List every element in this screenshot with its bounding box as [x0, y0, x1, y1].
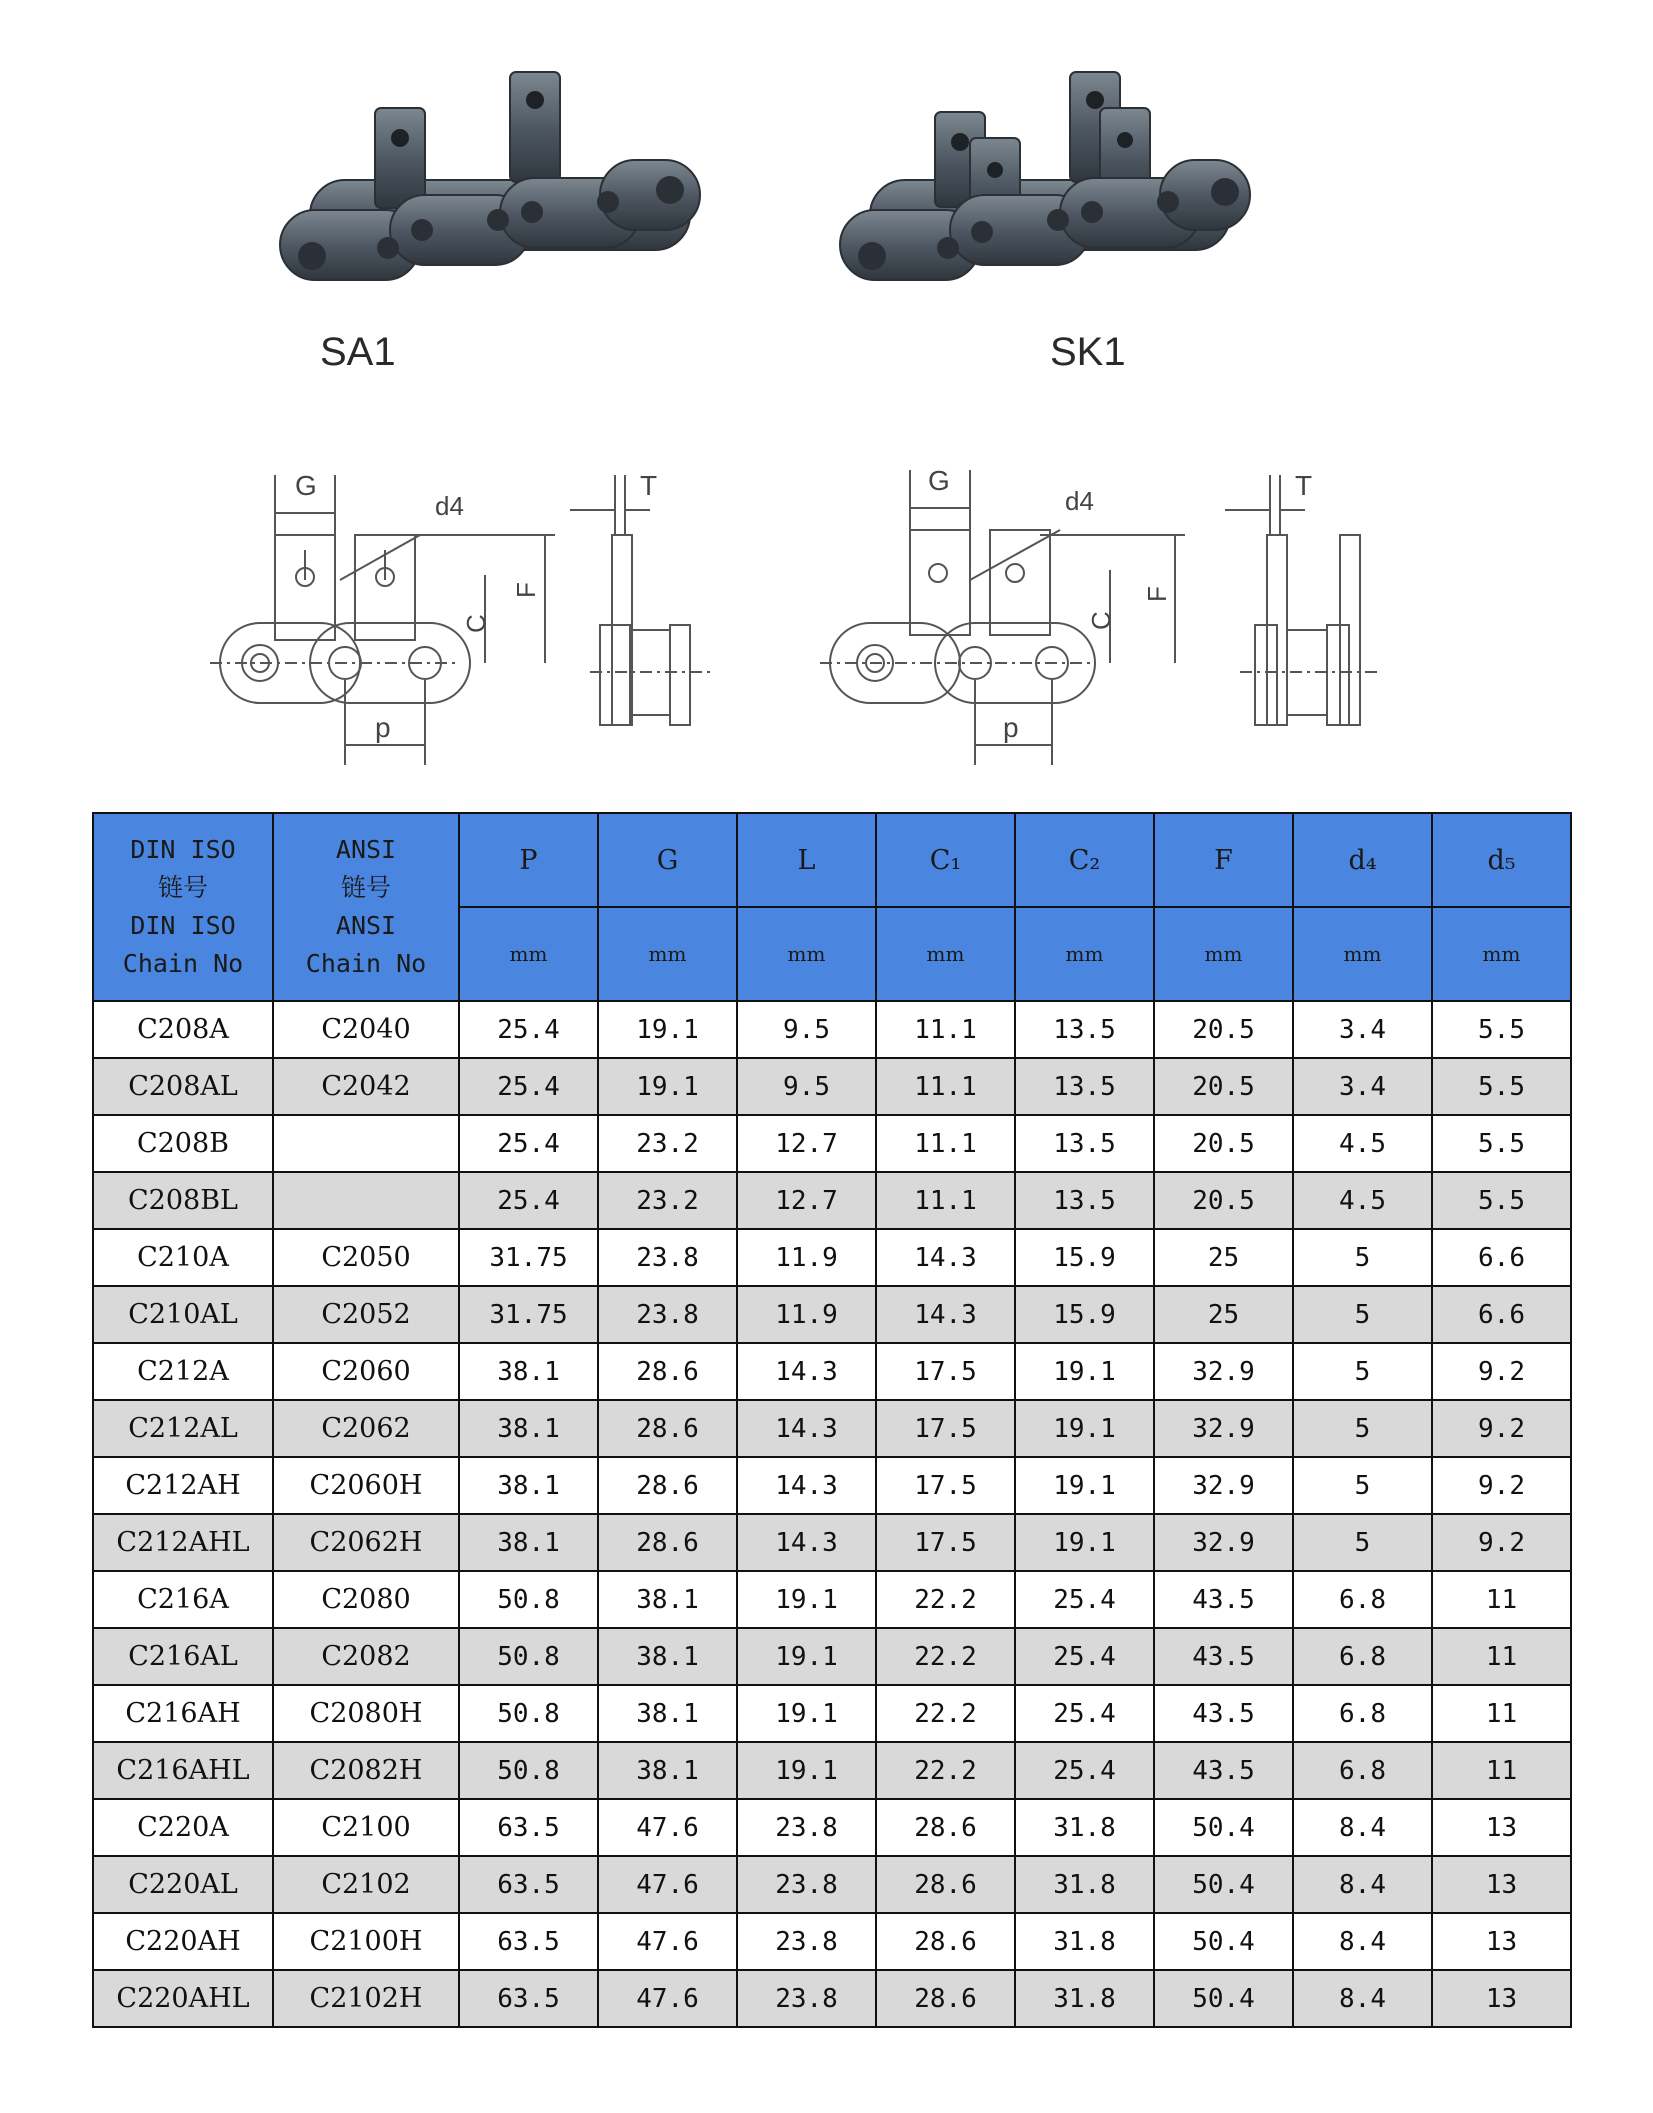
dimension-cell: 43.5: [1154, 1628, 1293, 1685]
dimension-cell: 19.1: [598, 1058, 737, 1115]
sk1-chain-photo: [830, 60, 1260, 330]
dimension-cell: 13: [1432, 1856, 1571, 1913]
dimension-cell: 14.3: [737, 1457, 876, 1514]
dimension-cell: 28.6: [876, 1913, 1015, 1970]
dimension-cell: 63.5: [459, 1799, 598, 1856]
table-row: [93, 1172, 1571, 1229]
dimension-cell: 6.8: [1293, 1571, 1432, 1628]
dimension-cell: 28.6: [876, 1970, 1015, 2027]
dimension-cell: 38.1: [598, 1685, 737, 1742]
dimension-cell: 28.6: [876, 1856, 1015, 1913]
ansi-chain-no-cell: C2052: [273, 1286, 459, 1343]
dimension-cell: 14.3: [737, 1400, 876, 1457]
din-chain-no-cell: C212AH: [93, 1457, 273, 1514]
dimension-cell: 13.5: [1015, 1058, 1154, 1115]
dim-d4-label: d4: [435, 491, 464, 521]
dimension-cell: 19.1: [1015, 1343, 1154, 1400]
ansi-chain-no-cell: C2100H: [273, 1913, 459, 1970]
din-chain-no-cell: C208A: [93, 1001, 273, 1058]
dimension-cell: 13: [1432, 1970, 1571, 2027]
dimension-cell: 19.1: [1015, 1457, 1154, 1514]
dimension-cell: 22.2: [876, 1628, 1015, 1685]
dimension-cell: 28.6: [598, 1514, 737, 1571]
dimension-cell: 14.3: [876, 1229, 1015, 1286]
din-chain-no-cell: C220AH: [93, 1913, 273, 1970]
dim-p-label: p: [375, 712, 391, 743]
table-row: [93, 1343, 1571, 1400]
sa1-label: SA1: [320, 330, 396, 374]
dim-f-label: F: [511, 582, 541, 598]
ansi-chain-no-cell: [273, 1115, 459, 1172]
dimension-cell: 19.1: [598, 1001, 737, 1058]
dimension-cell: 13: [1432, 1913, 1571, 1970]
dimension-cell: 32.9: [1154, 1514, 1293, 1571]
dimension-cell: 25.4: [459, 1115, 598, 1172]
table-row: [93, 1571, 1571, 1628]
ansi-chain-no-cell: C2040: [273, 1001, 459, 1058]
ansi-chain-no-cell: C2102H: [273, 1970, 459, 2027]
header-c2: C₂: [1015, 813, 1154, 907]
dimension-cell: 28.6: [598, 1400, 737, 1457]
dimension-cell: 17.5: [876, 1343, 1015, 1400]
header-ansi: ANSI 链号 ANSI Chain No: [273, 813, 459, 1001]
dimension-cell: 6.6: [1432, 1229, 1571, 1286]
dim-c-label: C: [1086, 611, 1116, 630]
sk1-front-drawing: [820, 460, 1200, 770]
dimension-cell: 20.5: [1154, 1001, 1293, 1058]
dimension-cell: 17.5: [876, 1514, 1015, 1571]
dimension-cell: 17.5: [876, 1400, 1015, 1457]
dimension-cell: 9.5: [737, 1001, 876, 1058]
ansi-chain-no-cell: C2060H: [273, 1457, 459, 1514]
dimension-cell: 63.5: [459, 1913, 598, 1970]
din-chain-no-cell: C220A: [93, 1799, 273, 1856]
ansi-chain-no-cell: C2082: [273, 1628, 459, 1685]
dimension-cell: 13.5: [1015, 1115, 1154, 1172]
dimension-cell: 11.1: [876, 1115, 1015, 1172]
dimension-cell: 50.4: [1154, 1856, 1293, 1913]
din-chain-no-cell: C220AL: [93, 1856, 273, 1913]
unit-cell: mm: [737, 907, 876, 1001]
dimension-cell: 28.6: [598, 1343, 737, 1400]
dimension-cell: 12.7: [737, 1115, 876, 1172]
dimension-cell: 28.6: [598, 1457, 737, 1514]
unit-cell: mm: [1015, 907, 1154, 1001]
table-row: [93, 1286, 1571, 1343]
dimension-cell: 5: [1293, 1400, 1432, 1457]
dimension-cell: 25.4: [459, 1058, 598, 1115]
dimension-cell: 4.5: [1293, 1172, 1432, 1229]
dimension-cell: 9.2: [1432, 1457, 1571, 1514]
dimension-cell: 11.1: [876, 1172, 1015, 1229]
dimension-cell: 31.8: [1015, 1856, 1154, 1913]
table-body: [93, 1001, 1571, 2027]
dimension-cell: 50.4: [1154, 1913, 1293, 1970]
dimension-cell: 5: [1293, 1343, 1432, 1400]
dimension-cell: 11: [1432, 1685, 1571, 1742]
dimension-cell: 23.8: [737, 1856, 876, 1913]
sk1-label: SK1: [1050, 330, 1126, 374]
dimension-cell: 43.5: [1154, 1742, 1293, 1799]
header-d4: d₄: [1293, 813, 1432, 907]
dim-t-label: T: [640, 470, 658, 501]
unit-cell: mm: [876, 907, 1015, 1001]
header-p: P: [459, 813, 598, 907]
din-chain-no-cell: C216AHL: [93, 1742, 273, 1799]
dimension-cell: 31.8: [1015, 1913, 1154, 1970]
dimension-cell: 25.4: [459, 1001, 598, 1058]
dimension-cell: 11: [1432, 1571, 1571, 1628]
unit-cell: mm: [1432, 907, 1571, 1001]
ansi-chain-no-cell: C2050: [273, 1229, 459, 1286]
table-row: [93, 1799, 1571, 1856]
dimension-cell: 22.2: [876, 1742, 1015, 1799]
dimension-cell: 5.5: [1432, 1058, 1571, 1115]
dimension-cell: 6.8: [1293, 1685, 1432, 1742]
header-l: L: [737, 813, 876, 907]
dim-f-label: F: [1142, 586, 1172, 602]
dimension-cell: 50.8: [459, 1571, 598, 1628]
dimension-cell: 11.1: [876, 1001, 1015, 1058]
dimension-cell: 43.5: [1154, 1685, 1293, 1742]
dimension-cell: 23.8: [598, 1286, 737, 1343]
table-row: [93, 1970, 1571, 2027]
dimension-cell: 14.3: [737, 1514, 876, 1571]
table-row: [93, 1058, 1571, 1115]
dim-g-label: G: [928, 465, 950, 496]
sa1-side-drawing: [570, 465, 730, 735]
dimension-cell: 14.3: [737, 1343, 876, 1400]
ansi-chain-no-cell: C2080: [273, 1571, 459, 1628]
dimension-cell: 25.4: [459, 1172, 598, 1229]
sk1-side-drawing: [1225, 465, 1395, 735]
dimension-cell: 9.2: [1432, 1514, 1571, 1571]
dimension-cell: 50.8: [459, 1628, 598, 1685]
dimension-cell: 38.1: [598, 1742, 737, 1799]
dimension-cell: 25.4: [1015, 1685, 1154, 1742]
unit-cell: mm: [1154, 907, 1293, 1001]
din-chain-no-cell: C210AL: [93, 1286, 273, 1343]
dimension-cell: 23.8: [737, 1799, 876, 1856]
dimension-cell: 50.4: [1154, 1799, 1293, 1856]
dimension-cell: 23.2: [598, 1115, 737, 1172]
dimension-cell: 47.6: [598, 1799, 737, 1856]
dimension-cell: 31.8: [1015, 1799, 1154, 1856]
header-f: F: [1154, 813, 1293, 907]
sa1-chain-photo: [270, 60, 720, 330]
dimension-cell: 5: [1293, 1514, 1432, 1571]
dimension-cell: 8.4: [1293, 1913, 1432, 1970]
din-chain-no-cell: C216AH: [93, 1685, 273, 1742]
dimension-cell: 38.1: [459, 1343, 598, 1400]
dimension-cell: 15.9: [1015, 1286, 1154, 1343]
dimension-cell: 31.8: [1015, 1970, 1154, 2027]
dimension-cell: 13.5: [1015, 1001, 1154, 1058]
dimension-cell: 9.5: [737, 1058, 876, 1115]
din-chain-no-cell: C208BL: [93, 1172, 273, 1229]
din-chain-no-cell: C212AHL: [93, 1514, 273, 1571]
dimension-cell: 15.9: [1015, 1229, 1154, 1286]
dimension-cell: 5.5: [1432, 1115, 1571, 1172]
dimension-cell: 28.6: [876, 1799, 1015, 1856]
din-chain-no-cell: C210A: [93, 1229, 273, 1286]
dimension-cell: 23.2: [598, 1172, 737, 1229]
ansi-chain-no-cell: C2042: [273, 1058, 459, 1115]
dimension-cell: 47.6: [598, 1913, 737, 1970]
dimension-cell: 38.1: [459, 1514, 598, 1571]
dimension-cell: 31.75: [459, 1286, 598, 1343]
dimension-cell: 19.1: [1015, 1400, 1154, 1457]
header-g: G: [598, 813, 737, 907]
dimension-cell: 22.2: [876, 1571, 1015, 1628]
dimension-cell: 19.1: [737, 1628, 876, 1685]
dimension-cell: 11.9: [737, 1286, 876, 1343]
din-chain-no-cell: C212A: [93, 1343, 273, 1400]
dimension-cell: 23.8: [598, 1229, 737, 1286]
table-row: [93, 1400, 1571, 1457]
dimension-cell: 6.8: [1293, 1742, 1432, 1799]
dimension-cell: 5: [1293, 1457, 1432, 1514]
table-row: [93, 1742, 1571, 1799]
dim-p-label: p: [1003, 712, 1019, 743]
dimension-cell: 8.4: [1293, 1856, 1432, 1913]
dimension-cell: 5.5: [1432, 1001, 1571, 1058]
dim-t-label: T: [1295, 470, 1313, 501]
dimension-cell: 22.2: [876, 1685, 1015, 1742]
table-row: [93, 1229, 1571, 1286]
dimension-cell: 6.8: [1293, 1628, 1432, 1685]
unit-cell: mm: [459, 907, 598, 1001]
dimension-cell: 5: [1293, 1286, 1432, 1343]
dimension-cell: 9.2: [1432, 1400, 1571, 1457]
ansi-chain-no-cell: C2100: [273, 1799, 459, 1856]
dimension-cell: 25.4: [1015, 1742, 1154, 1799]
table-header-row: [93, 813, 1571, 907]
dimension-cell: 38.1: [459, 1400, 598, 1457]
header-d5: d₅: [1432, 813, 1571, 907]
dimension-cell: 38.1: [598, 1571, 737, 1628]
dimension-cell: 19.1: [737, 1571, 876, 1628]
dimension-cell: 23.8: [737, 1970, 876, 2027]
dimension-cell: 19.1: [737, 1685, 876, 1742]
dimension-cell: 12.7: [737, 1172, 876, 1229]
dimension-cell: 38.1: [459, 1457, 598, 1514]
dimension-cell: 25.4: [1015, 1571, 1154, 1628]
din-chain-no-cell: C208B: [93, 1115, 273, 1172]
dimension-cell: 50.8: [459, 1685, 598, 1742]
dimension-cell: 3.4: [1293, 1001, 1432, 1058]
dimension-cell: 25.4: [1015, 1628, 1154, 1685]
dimension-cell: 4.5: [1293, 1115, 1432, 1172]
dimension-cell: 32.9: [1154, 1343, 1293, 1400]
dimension-cell: 8.4: [1293, 1970, 1432, 2027]
dimension-cell: 9.2: [1432, 1343, 1571, 1400]
dimension-cell: 63.5: [459, 1970, 598, 2027]
table-row: [93, 1514, 1571, 1571]
table-row: [93, 1115, 1571, 1172]
table-row: [93, 1913, 1571, 1970]
ansi-chain-no-cell: C2060: [273, 1343, 459, 1400]
dimension-cell: 11.1: [876, 1058, 1015, 1115]
dimension-cell: 38.1: [598, 1628, 737, 1685]
dimension-cell: 20.5: [1154, 1058, 1293, 1115]
ansi-chain-no-cell: C2062: [273, 1400, 459, 1457]
dimension-cell: 19.1: [737, 1742, 876, 1799]
dimension-cell: 5: [1293, 1229, 1432, 1286]
ansi-chain-no-cell: C2062H: [273, 1514, 459, 1571]
ansi-chain-no-cell: C2082H: [273, 1742, 459, 1799]
dimension-cell: 17.5: [876, 1457, 1015, 1514]
chain-spec-table: [92, 812, 1572, 2028]
table-row: [93, 1856, 1571, 1913]
din-chain-no-cell: C220AHL: [93, 1970, 273, 2027]
dimension-cell: 8.4: [1293, 1799, 1432, 1856]
dimension-cell: 11: [1432, 1628, 1571, 1685]
dimension-cell: 63.5: [459, 1856, 598, 1913]
dimension-cell: 5.5: [1432, 1172, 1571, 1229]
dim-c-label: C: [461, 614, 491, 633]
din-chain-no-cell: C216AL: [93, 1628, 273, 1685]
dimension-cell: 43.5: [1154, 1571, 1293, 1628]
dimension-cell: 25: [1154, 1229, 1293, 1286]
dimension-cell: 20.5: [1154, 1115, 1293, 1172]
dimension-cell: 20.5: [1154, 1172, 1293, 1229]
ansi-chain-no-cell: C2080H: [273, 1685, 459, 1742]
dimension-cell: 47.6: [598, 1970, 737, 2027]
dimension-cell: 11: [1432, 1742, 1571, 1799]
dim-g-label: G: [295, 470, 317, 501]
table-row: [93, 1685, 1571, 1742]
table-row: [93, 1457, 1571, 1514]
dimension-cell: 31.75: [459, 1229, 598, 1286]
dimension-cell: 3.4: [1293, 1058, 1432, 1115]
unit-cell: mm: [1293, 907, 1432, 1001]
dimension-cell: 13: [1432, 1799, 1571, 1856]
dimension-cell: 19.1: [1015, 1514, 1154, 1571]
header-din-iso: DIN ISO 链号 DIN ISO Chain No: [93, 813, 273, 1001]
header-c1: C₁: [876, 813, 1015, 907]
din-chain-no-cell: C208AL: [93, 1058, 273, 1115]
dimension-cell: 50.4: [1154, 1970, 1293, 2027]
din-chain-no-cell: C216A: [93, 1571, 273, 1628]
unit-cell: mm: [598, 907, 737, 1001]
dimension-cell: 25: [1154, 1286, 1293, 1343]
ansi-chain-no-cell: C2102: [273, 1856, 459, 1913]
dimension-cell: 11.9: [737, 1229, 876, 1286]
dimension-cell: 23.8: [737, 1913, 876, 1970]
ansi-chain-no-cell: [273, 1172, 459, 1229]
table-row: [93, 1628, 1571, 1685]
dimension-cell: 50.8: [459, 1742, 598, 1799]
table-row: [93, 1001, 1571, 1058]
dimension-cell: 47.6: [598, 1856, 737, 1913]
dimension-cell: 13.5: [1015, 1172, 1154, 1229]
dimension-cell: 32.9: [1154, 1457, 1293, 1514]
dimension-cell: 14.3: [876, 1286, 1015, 1343]
sa1-front-drawing: [210, 465, 570, 775]
dimension-cell: 32.9: [1154, 1400, 1293, 1457]
din-chain-no-cell: C212AL: [93, 1400, 273, 1457]
dim-d4-label: d4: [1065, 486, 1094, 516]
dimension-cell: 6.6: [1432, 1286, 1571, 1343]
